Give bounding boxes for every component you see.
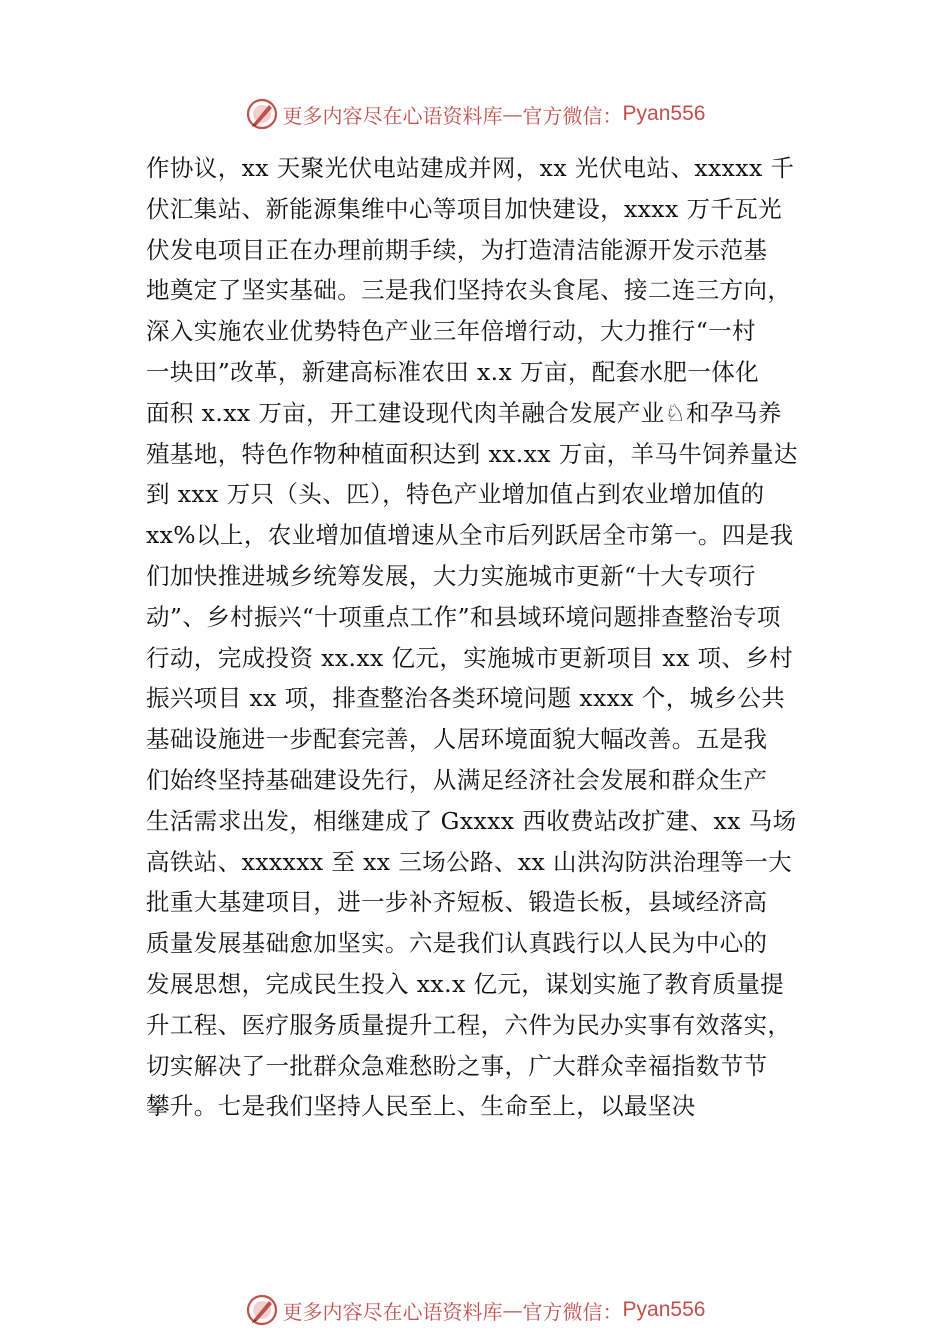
header-banner — [0, 94, 950, 134]
header-brand-text: 更多内容尽在心语资料库 — [282, 103, 503, 128]
body-line: 殖基地，特色作物种植面积达到 xx.xx 万亩，羊马牛饲养量达 — [146, 439, 798, 468]
body-line: 质量发展基础愈加坚实。六是我们认真践行以人民为中心的 — [146, 929, 768, 958]
body-line: 升工程、医疗服务质量提升工程，六件为民办实事有效落实， — [146, 1010, 792, 1039]
body-line: 伏发电项目正在办理前期手续，为打造清洁能源开发示范基 — [146, 235, 768, 264]
pen-seal-logo-icon — [245, 1293, 279, 1327]
footer-wechat-label: 官方微信： — [522, 1299, 623, 1324]
body-line: 攀升。七是我们坚持人民至上、生命至上，以最坚决 — [146, 1092, 696, 1121]
body-line: 们加快推进城乡统筹发展，大力实施城市更新“十大专项行 — [146, 561, 756, 590]
body-line: 作协议，xx 天聚光伏电站建成并网，xx 光伏电站、xxxxx 千 — [146, 154, 795, 182]
body-line: 批重大基建项目，进一步补齐短板、锻造长板，县域经济高 — [146, 888, 768, 917]
header-separator: — — [502, 102, 523, 126]
body-line: 振兴项目 xx 项，排查整治各类环境问题 xxxx 个，城乡公共 — [146, 684, 786, 713]
body-line: 基础设施进一步配套完善，人居环境面貌大幅改善。五是我 — [146, 725, 768, 754]
body-line: 到 xxx 万只（头、匹），特色产业增加值占到农业增加值的 — [146, 480, 765, 509]
document-body — [146, 148, 818, 1127]
pen-seal-logo-icon — [245, 97, 279, 131]
header-wechat-id: Pyan556 — [622, 102, 706, 125]
body-line: 动”、乡村振兴“十项重点工作”和县域环境问题排查整治专项 — [146, 602, 781, 631]
body-line: 高铁站、xxxxxx 至 xx 三场公路、xx 山洪沟防洪治理等一大 — [146, 847, 793, 876]
body-line: 面积 x.xx 万亩，开工建设现代肉羊融合发展产业♘和孕马养 — [146, 398, 782, 427]
body-line: 们始终坚持基础建设先行，从满足经济社会发展和群众生产 — [146, 765, 768, 794]
footer-separator: — — [502, 1298, 523, 1322]
header-wechat-label: 官方微信： — [522, 103, 623, 128]
footer-banner — [0, 1290, 950, 1330]
body-line: xx%以上，农业增加值增速从全市后列跃居全市第一。四是我 — [146, 521, 794, 550]
body-line: 行动，完成投资 xx.xx 亿元，实施城市更新项目 xx 项、乡村 — [146, 643, 794, 672]
body-line: 生活需求出发，相继建成了 Gxxxx 西收费站改扩建、xx 马场 — [146, 806, 797, 835]
body-line: 伏汇集站、新能源集维中心等项目加快建设，xxxx 万千瓦光 — [146, 194, 783, 223]
body-line: 切实解决了一批群众急难愁盼之事，广大群众幸福指数节节 — [146, 1051, 768, 1080]
footer-wechat-id: Pyan556 — [622, 1298, 706, 1321]
footer-brand-text: 更多内容尽在心语资料库 — [282, 1299, 503, 1324]
body-line: 发展思想，完成民生投入 xx.x 亿元，谋划实施了教育质量提 — [146, 969, 785, 998]
body-line: 深入实施农业优势特色产业三年倍增行动，大力推行“一村 — [146, 317, 756, 346]
body-line: 地奠定了坚实基础。三是我们坚持农头食尾、接二连三方向， — [146, 276, 792, 305]
body-line: 一块田”改革，新建高标准农田 x.x 万亩，配套水肥一体化 — [146, 357, 760, 386]
